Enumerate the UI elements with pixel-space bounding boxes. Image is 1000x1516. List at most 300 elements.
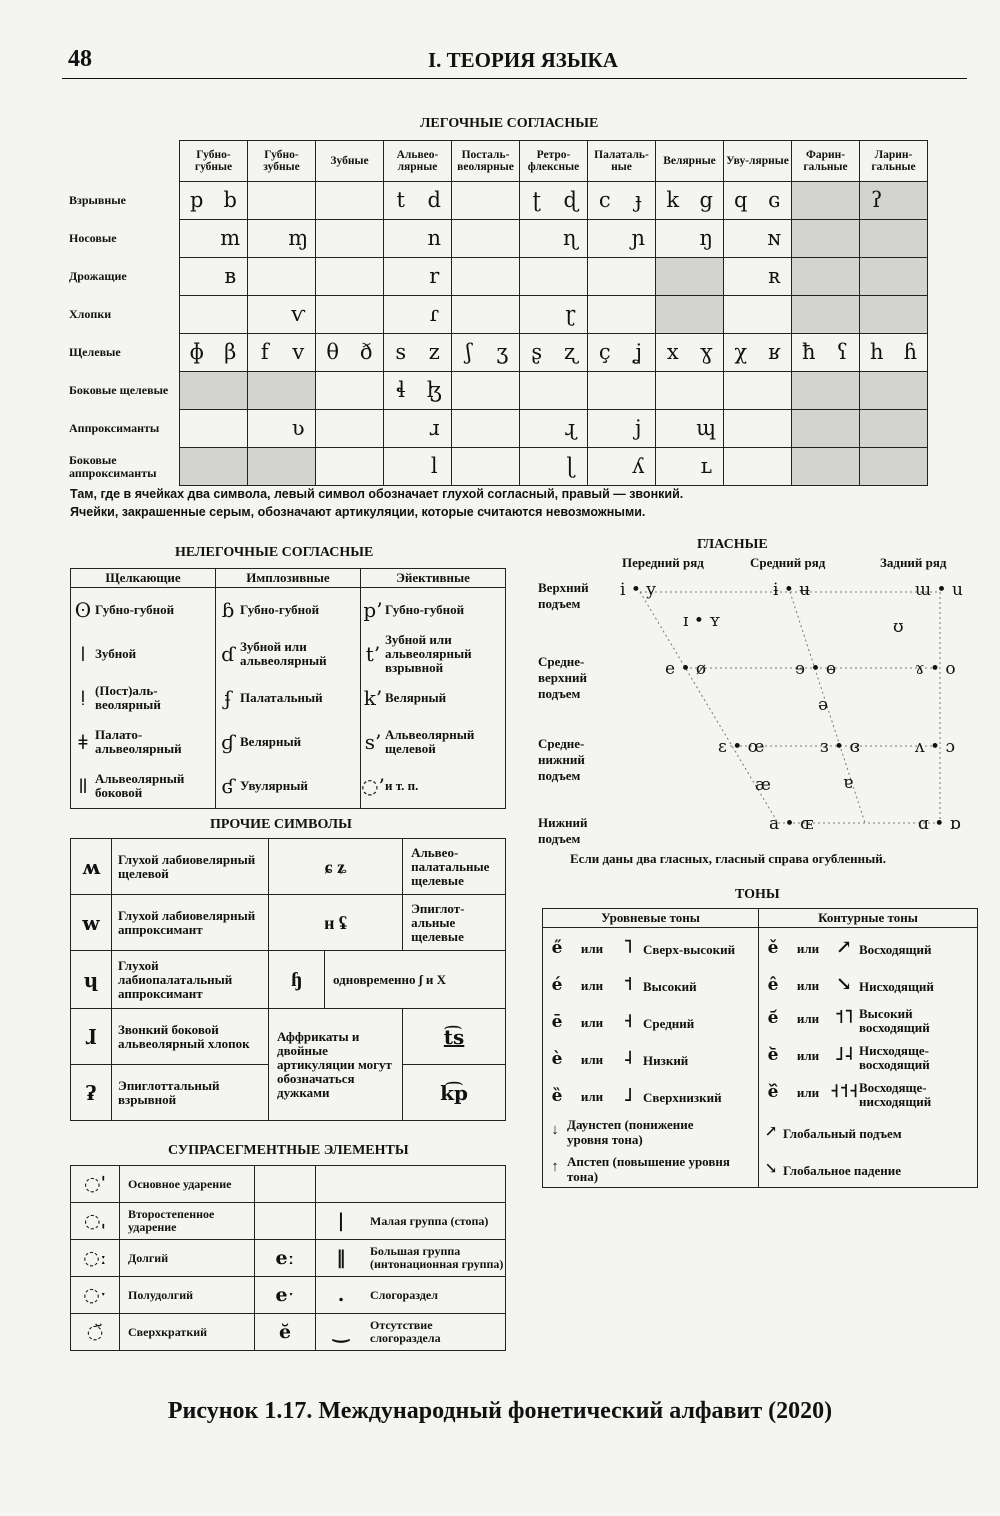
pulmonic-cell-pair (724, 448, 791, 485)
voiced-symbol (826, 296, 860, 333)
tones-title: ТОНЫ (735, 887, 780, 902)
voiced-symbol (486, 182, 520, 219)
pulmonic-cell (520, 296, 588, 334)
nonpulmonic-symbol: ǀ (80, 642, 86, 666)
pulmonic-cell-pair (248, 182, 315, 219)
pulmonic-row (65, 296, 928, 334)
pulmonic-cell (656, 296, 724, 334)
pulmonic-table (65, 140, 928, 486)
pulmonic-row (65, 182, 928, 220)
vowel-turned-m-u: ɯ • u (915, 580, 963, 600)
voiced-symbol (486, 258, 520, 295)
nonpulmonic-symbol: p’ (363, 598, 383, 622)
other-symbol: ɧ (269, 951, 325, 1009)
nonpulmonic-cell (361, 588, 506, 633)
nonpulmonic-symbol: ʘ (74, 598, 92, 622)
pulmonic-cell-pair (792, 448, 859, 485)
voiceless-symbol (452, 220, 486, 257)
pulmonic-cell (452, 448, 520, 486)
pulmonic-cell-pair (860, 372, 927, 409)
pulmonic-cell (860, 410, 928, 448)
voiced-symbol: j (634, 416, 642, 440)
pulmonic-cell (452, 410, 520, 448)
voiced-symbol: ɮ (426, 378, 442, 402)
pulmonic-cell-pair (180, 410, 247, 447)
pulmonic-cell-pair (656, 296, 723, 333)
vowels-openmid-label: Средне-нижний подъем (538, 736, 585, 783)
tone-letter: e᷅ (767, 1045, 779, 1066)
voiceless-symbol: ʔ (871, 188, 883, 212)
voiceless-symbol (248, 220, 282, 257)
pulmonic-cell-pair (588, 296, 655, 333)
pulmonic-cell-pair (792, 410, 859, 447)
pulmonic-cell (316, 372, 384, 410)
nonpulmonic-cell (216, 632, 361, 676)
pulmonic-cell (520, 220, 588, 258)
nonpulmonic-cell (216, 764, 361, 809)
voiceless-symbol (792, 372, 826, 409)
nonpulmonic-cell (216, 588, 361, 633)
vowel-epsilon-oe: ɛ • œ (718, 737, 765, 757)
pulmonic-cell-pair (520, 410, 587, 447)
voiceless-symbol: q (734, 188, 748, 212)
contour-tone-cell (759, 965, 978, 1002)
level-tone-cell (543, 928, 759, 966)
pulmonic-cell-pair (452, 182, 519, 219)
pulmonic-row-label: Аппроксиманты (69, 421, 160, 435)
pulmonic-cell-pair (316, 296, 383, 333)
pulmonic-cell (384, 182, 452, 220)
header-ejectives: Эйективные (361, 569, 506, 588)
pulmonic-cell-pair (724, 334, 791, 371)
ds-label: Даунстеп (понижение уровня тона) (567, 1116, 694, 1147)
voiceless-symbol (316, 296, 350, 333)
ds-arrow-icon: ↓ (551, 1122, 559, 1139)
nonpulmonic-symbol: t’ (365, 642, 381, 666)
tone-mark: ˧ (623, 1009, 633, 1032)
pulmonic-cell (724, 220, 792, 258)
pulmonic-cell (452, 296, 520, 334)
tone-name: Средний (643, 1015, 695, 1031)
pulmonic-cell (724, 372, 792, 410)
vowel-ash: æ (755, 775, 771, 795)
pulmonic-column-header: Губно-губные (180, 141, 248, 182)
nonpulmonic-symbol: ɓ (221, 598, 235, 622)
pulmonic-row-label: Носовые (69, 231, 117, 245)
voiced-symbol: ɖ (563, 188, 578, 212)
pulmonic-cell (588, 296, 656, 334)
pulmonic-cell-pair (520, 296, 587, 333)
voiceless-symbol (792, 296, 826, 333)
supra-desc: Долгий (120, 1240, 255, 1277)
nonpulmonic-row (71, 632, 506, 676)
supra-desc-2: Большая группа (интонационная группа) (366, 1240, 506, 1277)
pulmonic-cell-pair (860, 334, 927, 371)
page-number: 48 (68, 46, 92, 72)
pulmonic-cell (588, 220, 656, 258)
pulmonic-cell (384, 258, 452, 296)
voiced-symbol: m (220, 226, 241, 250)
voiced-symbol (282, 372, 316, 409)
contour-tone-cell (759, 1076, 978, 1113)
voiced-symbol: v (292, 340, 305, 364)
pulmonic-cell (180, 182, 248, 220)
tone-name: Сверхнизкий (643, 1089, 722, 1105)
voiced-symbol (486, 372, 520, 409)
pulmonic-cell-pair (384, 220, 451, 257)
nonpulmonic-title: НЕЛЕГОЧНЫЕ СОГЛАСНЫЕ (175, 545, 374, 560)
nonpulmonic-symbol: ǁ (78, 774, 88, 798)
voiceless-symbol (520, 410, 554, 447)
pulmonic-cell (384, 296, 452, 334)
tone-row (543, 1002, 978, 1039)
pulmonic-cell-pair (520, 258, 587, 295)
tone-row (543, 1039, 978, 1076)
tone-name: Нисходяще-восходящий (859, 1042, 930, 1072)
voiced-symbol: ɴ (767, 226, 782, 250)
voiceless-symbol: p (190, 188, 204, 212)
voiceless-symbol (452, 258, 486, 295)
pulmonic-cell (792, 296, 860, 334)
supra-row (71, 1314, 506, 1351)
voiced-symbol: ɽ (565, 302, 576, 326)
header-level-tones: Уровневые тоны (543, 909, 759, 928)
other-example-ts: t͡s (403, 1009, 506, 1065)
other-symbol: ɥ (71, 951, 112, 1009)
pulmonic-cell (316, 220, 384, 258)
voiceless-symbol: ʂ (531, 340, 543, 364)
pulmonic-cell-pair (860, 182, 927, 219)
other-example-kp: k͡p (403, 1065, 506, 1121)
pulmonic-cell-pair (860, 220, 927, 257)
pulmonic-cell-pair (248, 258, 315, 295)
pulmonic-cell-pair (384, 296, 451, 333)
tone-name: Восходящий (859, 941, 932, 957)
nonpulmonic-desc: Велярный (240, 734, 302, 749)
nonpulmonic-cell (71, 720, 216, 764)
nonpulmonic-desc: (Пост)аль-веолярный (95, 683, 161, 712)
pulmonic-cell-pair (724, 410, 791, 447)
pulmonic-cell-pair (180, 220, 247, 257)
pulmonic-cell-pair (384, 372, 451, 409)
pulmonic-row (65, 448, 928, 486)
pulmonic-cell (520, 448, 588, 486)
voiceless-symbol (520, 296, 554, 333)
us-arrow-icon: ↑ (551, 1159, 559, 1176)
pulmonic-cell-pair (452, 372, 519, 409)
pulmonic-column-header: Губно-зубные (248, 141, 316, 182)
pulmonic-cell (520, 410, 588, 448)
pulmonic-cell-pair (792, 258, 859, 295)
pulmonic-cell-pair (384, 410, 451, 447)
supra-title: СУПРАСЕГМЕНТНЫЕ ЭЛЕМЕНТЫ (168, 1143, 409, 1158)
pulmonic-cell-pair (520, 334, 587, 371)
contour-tone-cell (759, 928, 978, 966)
voiced-symbol: ɻ (564, 416, 577, 440)
pulmonic-cell (452, 220, 520, 258)
voiced-symbol (894, 372, 928, 409)
pulmonic-cell (724, 410, 792, 448)
nonpulmonic-row (71, 588, 506, 633)
voiced-symbol (690, 372, 724, 409)
tone-letter: ē (551, 1011, 563, 1032)
nonpulmonic-row (71, 720, 506, 764)
tone-letter: e᷈ (767, 1082, 779, 1103)
pulmonic-row-label: Щелевые (69, 345, 121, 359)
us-label: Апстеп (повышение уровня тона) (567, 1153, 730, 1184)
pulmonic-cell (860, 372, 928, 410)
voiceless-symbol: k (666, 188, 680, 212)
voiceless-symbol (860, 372, 894, 409)
nonpulmonic-symbol: ɠ (221, 730, 235, 754)
header-clicks: Щелкающие (71, 569, 216, 588)
voiceless-symbol (180, 410, 214, 447)
pulmonic-cell-pair (248, 448, 315, 485)
pulmonic-cell-pair (724, 220, 791, 257)
voiceless-symbol: s (395, 340, 407, 364)
pulmonic-row (65, 410, 928, 448)
supra-example: eː (255, 1240, 316, 1277)
nonpulmonic-cell (361, 676, 506, 720)
other-symbols-table (70, 838, 506, 1121)
pulmonic-cell (180, 258, 248, 296)
pulmonic-column-header: Велярные (656, 141, 724, 182)
pulmonic-note-voicing: Там, где в ячейках два символа, левый символ обозначает глухой согласный, правый — звонкий. (70, 487, 684, 501)
nonpulmonic-cell (71, 588, 216, 633)
vowel-e-o-slash: e • ø (665, 659, 707, 679)
pulmonic-cell-pair (656, 182, 723, 219)
supra-row (71, 1277, 506, 1314)
voiced-symbol: ɹ (428, 416, 440, 440)
pulmonic-row (65, 334, 928, 372)
nonpulmonic-desc: Губно-губной (385, 602, 465, 617)
nonpulmonic-desc: Палато-альвеолярный (95, 727, 182, 756)
other-desc: Альвео-палатальные щелевые (403, 839, 506, 895)
pulmonic-column-header: Посталь-веолярные (452, 141, 520, 182)
supra-symbol: ◌ˑ (71, 1277, 120, 1314)
nonpulmonic-desc: Альвеолярный щелевой (385, 727, 475, 756)
supra-example (255, 1203, 316, 1240)
level-tone-cell (543, 1039, 759, 1076)
nonpulmonic-desc: Зубной или альвеолярный (240, 639, 327, 668)
pulmonic-row-label: Дрожащие (69, 269, 127, 283)
level-tone-cell (543, 1002, 759, 1039)
voiceless-symbol (724, 448, 758, 485)
pulmonic-cell-pair (792, 372, 859, 409)
header-rule (62, 78, 967, 79)
running-header: I. ТЕОРИЯ ЯЗЫКА (428, 48, 618, 72)
voiced-symbol: r (429, 264, 440, 288)
other-symbol: ʜ ʢ (269, 895, 403, 951)
voiceless-symbol (316, 220, 350, 257)
vowels-central-label: Средний ряд (750, 555, 826, 570)
pulmonic-cell (384, 334, 452, 372)
supra-desc-2: Слогораздел (366, 1277, 506, 1314)
pulmonic-cell (860, 334, 928, 372)
pulmonic-column-header: Уву-лярные (724, 141, 792, 182)
pulmonic-cell-pair (452, 220, 519, 257)
pulmonic-cell (724, 258, 792, 296)
voiced-symbol (826, 258, 860, 295)
voiced-symbol (350, 258, 384, 295)
pulmonic-cell-pair (316, 448, 383, 485)
voiceless-symbol (248, 372, 282, 409)
tone-letter: e᷄ (767, 1008, 779, 1029)
us-cell (543, 1150, 759, 1188)
nonpulmonic-symbol: ʄ (224, 686, 232, 710)
voiceless-symbol (180, 372, 214, 409)
pulmonic-cell-pair (384, 448, 451, 485)
vowels-close-label: Верхний подъем (538, 580, 589, 611)
nonpulmonic-symbol: ǃ (80, 686, 86, 710)
pulmonic-cell (724, 448, 792, 486)
voiceless-symbol: ħ (801, 340, 816, 364)
voiced-symbol (894, 410, 928, 447)
tone-row (543, 1076, 978, 1113)
supra-desc-2: Отсутствие слогораздела (366, 1314, 506, 1351)
pulmonic-row (65, 372, 928, 410)
pulmonic-cell (180, 372, 248, 410)
vowel-ram-horns-o: ɤ • o (915, 659, 956, 679)
voiceless-symbol (180, 258, 214, 295)
other-desc: Эпиглоттальный взрывной (112, 1065, 269, 1121)
supra-desc: Сверхкраткий (120, 1314, 255, 1351)
other-desc: Глухой лабиопалатальный аппроксимант (112, 951, 269, 1009)
pulmonic-cell (792, 220, 860, 258)
supra-symbol: ◌ː (71, 1240, 120, 1277)
pulmonic-cell-pair (452, 334, 519, 371)
vowel-wedge-open-o: ʌ • ɔ (915, 737, 955, 757)
pulmonic-cell (384, 410, 452, 448)
voiced-symbol: ʒ (496, 340, 509, 364)
gr-arrow-icon: ↗ (764, 1124, 778, 1140)
voiced-symbol (350, 448, 384, 485)
voiced-symbol (350, 296, 384, 333)
voiced-symbol: ɰ (696, 416, 717, 440)
pulmonic-cell (180, 296, 248, 334)
tone-mark: ˩ (623, 1083, 633, 1106)
voiceless-symbol (656, 220, 690, 257)
pulmonic-cell-pair (316, 220, 383, 257)
pulmonic-cell-pair (452, 258, 519, 295)
pulmonic-cell-pair (724, 296, 791, 333)
voiced-symbol (826, 448, 860, 485)
voiceless-symbol (656, 448, 690, 485)
supra-symbol-2: | (316, 1203, 367, 1240)
tones-table (542, 908, 978, 1188)
voiceless-symbol (656, 372, 690, 409)
tone-mark: ↘ (836, 972, 852, 995)
voiced-symbol (214, 372, 248, 409)
pulmonic-cell-pair (452, 448, 519, 485)
pulmonic-cell (248, 296, 316, 334)
voiced-symbol: z (428, 340, 440, 364)
pulmonic-cell (656, 372, 724, 410)
supra-example: ĕ (255, 1314, 316, 1351)
pulmonic-column-header: Альвео-лярные (384, 141, 452, 182)
nonpulmonic-desc: и т. п. (385, 778, 419, 793)
voiced-symbol (214, 448, 248, 485)
pulmonic-cell-pair (316, 410, 383, 447)
nonpulmonic-cell (216, 720, 361, 764)
voiced-symbol: ɢ (768, 188, 781, 212)
tone-or: или (580, 1014, 604, 1030)
voiceless-symbol (316, 258, 350, 295)
voiceless-symbol (520, 372, 554, 409)
voiced-symbol: ɟ (634, 188, 642, 212)
voiced-symbol: ʝ (634, 340, 643, 364)
voiced-symbol (350, 372, 384, 409)
nonpulmonic-cell (361, 764, 506, 809)
voiceless-symbol (724, 296, 758, 333)
pulmonic-cell (452, 372, 520, 410)
pulmonic-cell-pair (316, 372, 383, 409)
voiceless-symbol (384, 258, 418, 295)
header-implosives: Имплозивные (216, 569, 361, 588)
voiced-symbol: β (224, 340, 237, 364)
vowels-open-label: Нижний подъем (538, 815, 588, 846)
voiced-symbol (554, 258, 588, 295)
other-desc: Звонкий боковой альвеолярный хлопок (112, 1009, 269, 1065)
supra-symbol-2: . (316, 1277, 367, 1314)
gf-label: Глобальное падение (783, 1162, 901, 1178)
pulmonic-cell (520, 182, 588, 220)
pulmonic-cell (588, 258, 656, 296)
pulmonic-cell-pair (452, 410, 519, 447)
voiced-symbol: ɳ (562, 226, 578, 250)
voiced-symbol (282, 182, 316, 219)
other-desc: Глухой лабиовелярный щелевой (112, 839, 269, 895)
gr-label: Глобальный подъем (783, 1125, 902, 1141)
nonpulmonic-symbol: ǂ (78, 730, 88, 754)
vowel-trapezoid (600, 570, 980, 840)
voiced-symbol (622, 258, 656, 295)
tone-letter: e̋ (551, 937, 563, 958)
pulmonic-cell (792, 334, 860, 372)
voiced-symbol: ʙ (224, 264, 237, 288)
voiced-symbol (894, 258, 928, 295)
voiced-symbol: ɦ (903, 340, 918, 364)
pulmonic-cell-pair (656, 372, 723, 409)
voiced-symbol (486, 220, 520, 257)
vowels-note: Если даны два гласных, гласный справа огубленный. (570, 851, 887, 866)
ds-cell (543, 1113, 759, 1150)
voiced-symbol: g (699, 188, 713, 212)
suprasegmentals-table (70, 1165, 506, 1351)
other-desc: одновременно ʃ и X (325, 951, 506, 1009)
tone-name: Восходяще-нисходящий (859, 1079, 932, 1109)
pulmonic-cell (180, 448, 248, 486)
contour-tone-cell (759, 1039, 978, 1076)
voiceless-symbol: t (396, 188, 405, 212)
pulmonic-cell-pair (180, 448, 247, 485)
pulmonic-cell-pair (588, 410, 655, 447)
pulmonic-cell (180, 220, 248, 258)
tone-name: Низкий (643, 1052, 689, 1068)
tone-or: или (796, 940, 820, 956)
vowel-barred-i-u: ɨ • ʉ (773, 580, 811, 600)
pulmonic-cell (248, 220, 316, 258)
voiced-symbol (894, 296, 928, 333)
pulmonic-cell-pair (860, 448, 927, 485)
pulmonic-cell-pair (656, 448, 723, 485)
tone-letter: ȅ (551, 1085, 563, 1106)
voiceless-symbol (180, 448, 214, 485)
voiceless-symbol (384, 410, 418, 447)
voiced-symbol (282, 258, 316, 295)
pulmonic-cell (656, 448, 724, 486)
pulmonic-cell-pair (588, 182, 655, 219)
